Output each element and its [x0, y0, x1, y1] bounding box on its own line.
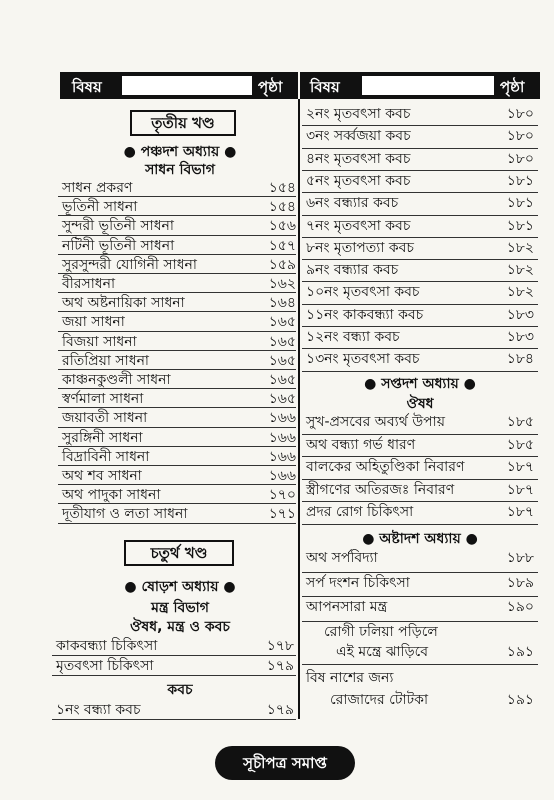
toc-entry	[62, 236, 296, 256]
toc-entry	[306, 126, 538, 146]
entry-title: ৭নং মৃতবৎসা কবচ	[306, 217, 411, 234]
entry-page: ১৬৫	[268, 352, 296, 369]
toc-entry	[306, 349, 538, 369]
entry-title: মৃতবৎসা চিকিৎসা	[56, 658, 154, 674]
entry-page: ১৫৪	[268, 199, 296, 216]
entry-page: ১৫৯	[268, 256, 296, 273]
entry-page: ১৬৫	[268, 314, 296, 331]
entry-title: ৩নং সর্ব্বজয়া কবচ	[306, 128, 411, 145]
entry-line: এই মন্ত্রে ঝাড়িবে	[336, 644, 429, 660]
entry-page: ১৭৯	[266, 702, 294, 718]
section-box-tritiya: তৃতীয় খণ্ড	[130, 110, 236, 136]
right-header-page: পৃষ্ঠা	[500, 78, 525, 96]
toc-entry	[306, 193, 538, 213]
toc-entry	[306, 104, 538, 124]
entry-page: ১৮২	[506, 262, 534, 279]
right-chapter2-heading: ● অষ্টাদশ অধ্যায় ●	[362, 531, 478, 547]
entry-page: ১৬২	[268, 276, 296, 292]
toc-entry	[306, 305, 538, 325]
toc-entry	[62, 408, 296, 428]
toc-entry	[62, 332, 296, 352]
toc-entry	[306, 548, 538, 568]
entry-title: ১নং বন্ধ্যা কবচ	[56, 702, 141, 718]
section-box-chaturtha: চতুর্থ খণ্ড	[124, 540, 234, 566]
entry-page: ১৮৫	[506, 436, 534, 453]
toc-entry	[62, 428, 296, 448]
entry-title: স্বর্ণমালা সাধনা	[62, 391, 144, 408]
entry-title: ৮নং মৃতাপত্যা কবচ	[306, 239, 414, 256]
entry-page: ১৭৮	[266, 638, 294, 654]
entry-page: ১৬৫	[268, 391, 296, 408]
toc-entry	[306, 327, 538, 347]
entry-page: ১৫৪	[268, 180, 296, 196]
entry-title: অথ বন্ধ্যা গর্ভ ধারণ	[306, 436, 416, 453]
entry-title: ৪নং মৃতবৎসা কবচ	[306, 150, 411, 167]
entry-line: বিষ নাশের জন্য	[306, 670, 394, 686]
entry-page: ১৫৬	[268, 218, 296, 235]
entry-title: নটিনী ভূতিনী সাধনা	[62, 237, 175, 254]
entry-page: ১৮১	[506, 217, 534, 234]
entry-page: ১৬৬	[268, 468, 296, 484]
row-rule	[52, 675, 296, 676]
toc-entry	[62, 197, 296, 217]
toc-entry	[306, 149, 538, 169]
entry-title: বালকের অহিতুণ্ডিকা নিবারণ	[306, 459, 465, 475]
entry-page: ১৮৭	[506, 459, 534, 475]
toc-entry	[306, 457, 538, 477]
entry-title: আপনসারা মন্ত্র	[306, 599, 388, 615]
toc-entry	[306, 282, 538, 302]
toc-entry	[306, 260, 538, 280]
entry-title: সাধন প্রকরণ	[62, 180, 133, 196]
toc-entry	[62, 312, 296, 332]
left-kavach-heading: কবচ	[167, 682, 193, 698]
entry-page: ১৭৯	[266, 658, 294, 674]
entry-title: সর্প দংশন চিকিৎসা	[306, 574, 410, 591]
entry-title: কাকবন্ধ্যা চিকিৎসা	[56, 638, 158, 654]
toc-entry	[62, 274, 296, 294]
entry-page: ১৮৩	[506, 329, 534, 345]
entry-page: ১৬৫	[268, 333, 296, 350]
right-multi-entry-1	[306, 622, 540, 662]
toc-entry	[62, 178, 296, 198]
entry-title: বিদ্রাবিনী সাধনা	[62, 448, 150, 465]
entry-title: ২নং মৃতবৎসা কবচ	[306, 106, 411, 122]
toc-entry	[62, 504, 296, 524]
toc-entry	[62, 216, 296, 236]
entry-title: ১৩নং মৃতবৎসা কবচ	[306, 351, 420, 368]
toc-entry	[306, 412, 538, 432]
left-chapter1-heading: ● পঞ্চদশ অধ্যায় ●	[123, 144, 237, 160]
toc-entry	[306, 216, 538, 236]
entry-line: রোজাদের টোটকা	[330, 692, 429, 708]
right-header-blank	[362, 76, 494, 95]
entry-title: জয়া সাধনা	[62, 314, 125, 331]
entry-page: ১৮০	[506, 150, 534, 167]
entry-page: ১৮১	[506, 195, 534, 212]
toc-entry	[56, 656, 296, 676]
row-rule	[58, 523, 296, 524]
right-header-bar	[300, 72, 540, 99]
entry-title: অথ পাদুকা সাধনা	[62, 487, 161, 504]
toc-entry	[306, 573, 538, 593]
entry-title: ৯নং বন্ধ্যার কবচ	[306, 262, 399, 279]
entry-page: ১৮৮	[506, 550, 534, 566]
row-rule	[302, 664, 538, 665]
entry-title: রতিপ্রিয়া সাধনা	[62, 352, 149, 369]
entry-page: ১৮৪	[506, 351, 534, 368]
entry-title: অথ সর্পবিদ্যা	[306, 550, 378, 566]
entry-page: ১৮৭	[506, 481, 534, 498]
row-rule	[302, 524, 538, 525]
toc-entry	[62, 370, 296, 390]
toc-entry	[306, 480, 538, 500]
toc-entry	[62, 485, 296, 505]
entry-page: ১৭০	[268, 487, 296, 504]
toc-entry	[56, 700, 296, 720]
entry-title: কাঞ্চনকুণ্ডলী সাধনা	[62, 372, 171, 388]
left-header-bar	[60, 72, 298, 99]
entry-page: ১৬৬	[268, 410, 296, 427]
toc-entry	[62, 447, 296, 467]
toc-entry	[56, 636, 296, 656]
entry-title: বিজয়া সাধনা	[62, 333, 137, 350]
entry-title: ৫নং মৃতবৎসা কবচ	[306, 172, 411, 189]
entry-page: ১৫৭	[268, 237, 296, 254]
left-chapter2-heading: ● ষোড়শ অধ্যায় ●	[124, 579, 236, 595]
entry-page: ১৬৬	[268, 448, 296, 465]
entry-title: স্ত্রীগণের অতিরজঃ নিবারণ	[306, 481, 455, 498]
right-chapter1-heading: ● সপ্তদশ অধ্যায় ●	[364, 376, 476, 392]
entry-page: ১৯০	[506, 599, 534, 615]
entry-line: রোগী ঢলিয়া পড়িলে	[324, 624, 438, 640]
entry-page: ১৬৬	[268, 429, 296, 446]
entry-page: ১৮৫	[506, 414, 534, 430]
entry-title: জয়াবতী সাধনা	[62, 410, 148, 427]
left-header-blank	[122, 76, 252, 95]
toc-entry	[62, 466, 296, 486]
right-multi-entry-2	[306, 668, 540, 708]
entry-title: সুন্দরী ভূতিনী সাধনা	[62, 218, 174, 235]
entry-page: ১৮২	[506, 239, 534, 256]
right-header-subject: বিষয়	[310, 78, 340, 96]
entry-title: ৬নং বন্ধ্যার কবচ	[306, 195, 399, 212]
entry-page: ১৮৭	[506, 504, 534, 520]
toc-entry	[306, 171, 538, 191]
entry-page: ১৯১	[506, 644, 534, 660]
entry-title: ১০নং মৃতবৎসা কবচ	[306, 284, 420, 301]
left-chapter2-sub1: মন্ত্র বিভাগ	[151, 600, 209, 616]
row-rule	[52, 719, 296, 720]
toc-entry	[62, 255, 296, 275]
left-header-subject: বিষয়	[72, 78, 102, 96]
entry-page: ১৮৩	[506, 306, 534, 323]
entry-title: দূতীযাগ ও লতা সাধনা	[62, 506, 188, 523]
toc-entry	[306, 435, 538, 455]
entry-title: বীরসাধনা	[62, 276, 116, 292]
entry-page: ১৬৫	[268, 372, 296, 388]
left-header-page: পৃষ্ঠা	[258, 78, 283, 96]
entry-title: ভূতিনী সাধনা	[62, 199, 138, 216]
entry-title: সুরঙ্গিনী সাধনা	[62, 429, 143, 446]
right-chapter1-sub: ঔষধ	[406, 396, 434, 412]
left-chapter2-sub2: ঔষধ, মন্ত্র ও কবচ	[130, 619, 230, 635]
toc-entry	[62, 293, 296, 313]
entry-title: সুখ-প্রসবের অব্যর্থ উপায়	[306, 414, 445, 430]
entry-page: ১৮১	[506, 172, 534, 189]
entry-title: ১২নং বন্ধ্যা কবচ	[306, 329, 400, 345]
entry-page: ১৭১	[268, 506, 296, 523]
entry-title: ১১নং কাকবন্ধ্যা কবচ	[306, 306, 424, 323]
toc-entry	[306, 238, 538, 258]
toc-entry	[306, 502, 538, 522]
entry-page: ১৮২	[506, 284, 534, 301]
entry-title: সুরসুন্দরী যোগিনী সাধনা	[62, 256, 197, 273]
left-chapter1-sub: সাধন বিভাগ	[145, 162, 215, 178]
toc-entry	[306, 597, 538, 617]
entry-page: ১৮৯	[506, 574, 534, 591]
entry-page: ১৮০	[506, 106, 534, 122]
entry-title: প্রদর রোগ চিকিৎসা	[306, 504, 414, 520]
toc-entry	[62, 351, 296, 371]
entry-page: ১৮০	[506, 128, 534, 145]
entry-title: অথ শব সাধনা	[62, 468, 142, 484]
entry-page: ১৬৪	[268, 295, 296, 312]
toc-entry	[62, 389, 296, 409]
entry-title: অথ অষ্টনায়িকা সাধনা	[62, 295, 185, 312]
entry-page: ১৯১	[506, 692, 534, 708]
toc-end-badge: সূচীপত্র সমাপ্ত	[215, 746, 355, 780]
